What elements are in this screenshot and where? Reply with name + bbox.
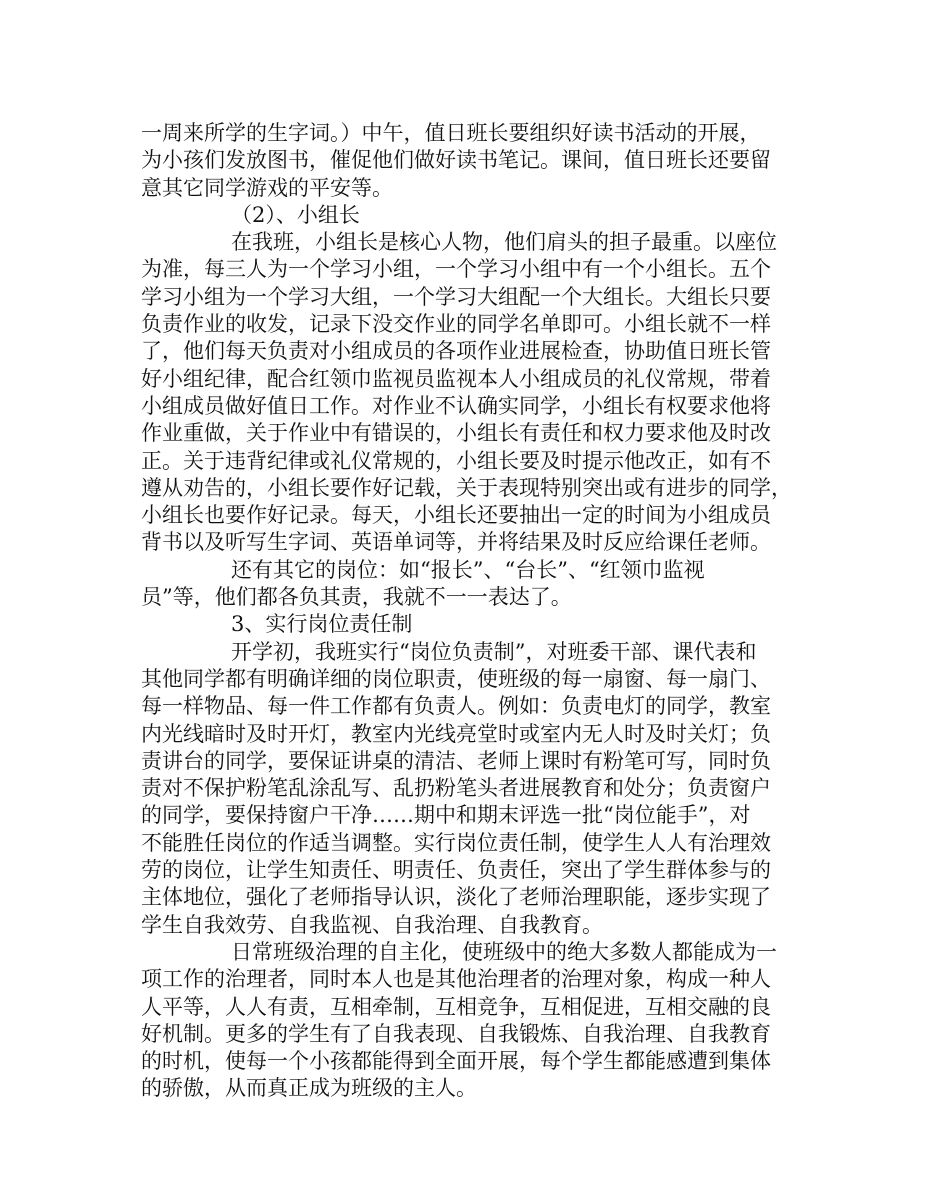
- paragraph-first-line: 开学初，我班实行“岗位负责制”，对班委干部、课代表和: [231, 639, 757, 664]
- paragraph-first-line: 在我班，小组长是核心人物，他们肩头的担子最重。以座位: [231, 230, 777, 255]
- text-line: 项工作的治理者，同时本人也是其他治理者的治理对象，构成一种人: [141, 967, 771, 992]
- text-line: 一周来所学的生字词。）中午，值日班长要组织好读书活动的开展，: [141, 121, 761, 145]
- text-line: 其他同学都有明确详细的岗位职责，使班级的每一扇窗、每一扇门、: [141, 666, 771, 691]
- body-text: [141, 120, 813, 1103]
- text-line: 责对不保护粉笔乱涂乱写、乱扔粉笔头者进展教育和处分；负责窗户: [141, 776, 771, 801]
- text-line: 不能胜任岗位的作适当调整。实行岗位责任制，使学生人人有治理效: [141, 830, 771, 855]
- paragraph-first-line: 3、实行岗位责任制: [231, 612, 413, 637]
- text-line: 学生自我效劳、自我监视、自我治理、自我教育。: [141, 912, 603, 937]
- text-line: 正。关于违背纪律或礼仪常规的，小组长要及时提示他改正，如有不: [141, 448, 771, 473]
- text-line: 为小孩们发放图书，催促他们做好读书笔记。课间，值日班长还要留: [141, 148, 771, 173]
- text-line: 小组成员做好值日工作。对作业不认确实同学，小组长有权要求他将: [141, 393, 771, 418]
- text-line: 学习小组为一个学习大组，一个学习大组配一个大组长。大组长只要: [141, 284, 771, 309]
- text-line: 遵从劝告的，小组长要作好记载，关于表现特别突出或有进步的同学，: [141, 475, 792, 500]
- paragraph-first-line: 还有其它的岗位：如“报长”、“台长”、“红领巾监视: [231, 557, 705, 582]
- paragraph-first-line: 日常班级治理的自主化，使班级中的绝大多数人都能成为一: [231, 939, 777, 964]
- text-line: 责讲台的同学，要保证讲桌的清洁、老师上课时有粉笔可写，同时负: [141, 748, 771, 773]
- text-line: 好机制。更多的学生有了自我表现、自我锻炼、自我治理、自我教育: [141, 1021, 771, 1046]
- text-line: 每一样物品、每一件工作都有负责人。例如：负责电灯的同学，教室: [141, 694, 771, 719]
- text-line: 的时机，使每一个小孩都能得到全面开展，每个学生都能感遭到集体: [141, 1049, 771, 1074]
- text-line: 意其它同学游戏的平安等。: [141, 175, 393, 200]
- text-line: 内光线暗时及时开灯，教室内光线亮堂时或室内无人时及时关灯；负: [141, 721, 771, 746]
- text-line: 的同学，要保持窗户干净……期中和期末评选一批“岗位能手”，对: [141, 803, 751, 828]
- text-line: 劳的岗位，让学生知责任、明责任、负责任，突出了学生群体参与的: [141, 858, 771, 883]
- text-line: 为准，每三人为一个学习小组，一个学习小组中有一个小组长。五个: [141, 257, 771, 282]
- text-line: 小组长也要作好记录。每天，小组长还要抽出一定的时间为小组成员: [141, 503, 771, 528]
- paragraph-first-line: （2）、小组长: [231, 202, 360, 227]
- text-line: 员”等，他们都各负其责，我就不一一表达了。: [141, 585, 572, 610]
- text-line: 背书以及听写生字词、英语单词等，并将结果及时反应给课任老师。: [141, 530, 771, 555]
- text-line: 的骄傲，从而真正成为班级的主人。: [141, 1076, 477, 1101]
- text-line: 作业重做，关于作业中有错误的，小组长有责任和权力要求他及时改: [141, 421, 771, 446]
- text-line: 好小组纪律，配合红领巾监视员监视本人小组成员的礼仪常规，带着: [141, 366, 771, 391]
- text-line: 主体地位，强化了老师指导认识，淡化了老师治理职能，逐步实现了: [141, 885, 771, 910]
- text-line: 了，他们每天负责对小组成员的各项作业进展检查，协助值日班长管: [141, 339, 771, 364]
- text-line: 人平等，人人有责，互相牵制，互相竞争，互相促进，互相交融的良: [141, 994, 771, 1019]
- text-line: 负责作业的收发，记录下没交作业的同学名单即可。小组长就不一样: [141, 312, 771, 337]
